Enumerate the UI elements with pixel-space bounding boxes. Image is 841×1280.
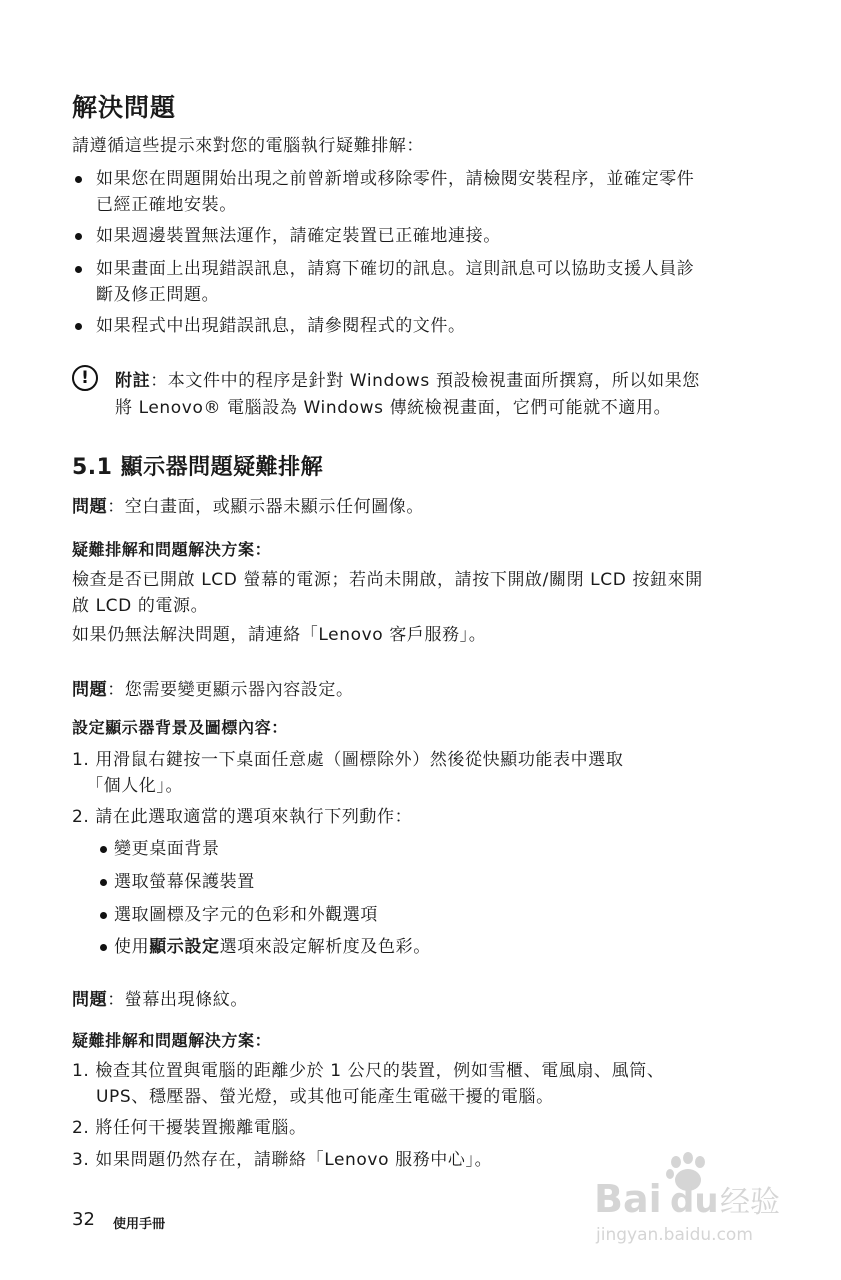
problem-2: 問題：您需要變更顯示器內容設定。 xyxy=(72,680,354,700)
note-label: 附註 xyxy=(115,371,151,391)
exclamation-circle-icon: ! xyxy=(72,365,98,391)
footer-doc-title: 使用手冊 xyxy=(113,1217,166,1232)
watermark-url: jingyan.baidu.com xyxy=(596,1225,753,1245)
watermark-brand: Bai xyxy=(594,1177,662,1221)
bullet-item: 如果程式中出現錯誤訊息，請參閱程式的文件。 xyxy=(96,316,466,336)
bullet-item: 如果您在問題開始出現之前曾新增或移除零件，請檢閱安裝程序，並確定零件 xyxy=(96,169,695,189)
page-number: 32 xyxy=(72,1209,95,1230)
bullet-marker xyxy=(75,176,82,183)
step-item: 2. 請在此選取適當的選項來執行下列動作： xyxy=(72,807,413,827)
bullet-item-continued: 已經正確地安裝。 xyxy=(96,195,237,215)
sub-bullet-item: 使用顯示設定選項來設定解析度及色彩。 xyxy=(114,937,431,957)
solution-heading: 疑難排解和問題解決方案： xyxy=(72,540,272,559)
bullet-marker xyxy=(75,233,82,240)
sub-bullet-item: 選取圖標及字元的色彩和外觀選項 xyxy=(114,905,378,925)
paragraph-line: 啟 LCD 的電源。 xyxy=(72,596,209,616)
bullet-marker xyxy=(100,912,107,919)
watermark-product: 经验 xyxy=(720,1185,780,1220)
page-title: 解決問題 xyxy=(72,93,177,122)
baidu-watermark-logo xyxy=(592,1150,802,1250)
problem-1: 問題：空白畫面，或顯示器未顯示任何圖像。 xyxy=(72,497,425,517)
step-item: 1. 檢查其位置與電腦的距離少於 1 公尺的裝置，例如雪櫃、電風扇、風筒、 xyxy=(72,1061,665,1081)
problem-3: 問題：螢幕出現條紋。 xyxy=(72,990,249,1010)
bullet-marker xyxy=(75,266,82,273)
sub-bullet-item: 變更桌面背景 xyxy=(114,839,220,859)
bullet-marker xyxy=(100,944,107,951)
watermark-brand-suffix: du xyxy=(670,1181,719,1221)
bullet-marker xyxy=(100,846,107,853)
step-item-continued: 「個人化」。 xyxy=(86,776,184,796)
paragraph-line: 檢查是否已開啟 LCD 螢幕的電源；若尚未開啟，請按下開啟/關閉 LCD 按鈕來開 xyxy=(72,570,703,590)
bullet-marker xyxy=(75,323,82,330)
paragraph-line: 如果仍無法解決問題，請連絡「Lenovo 客戶服務」。 xyxy=(72,625,487,645)
step-item: 3. 如果問題仍然存在，請聯絡「Lenovo 服務中心」。 xyxy=(72,1150,493,1170)
step-item: 2. 將任何干擾裝置搬離電腦。 xyxy=(72,1118,307,1138)
settings-heading: 設定顯示器背景及圖標內容： xyxy=(72,718,288,737)
solution-heading: 疑難排解和問題解決方案： xyxy=(72,1031,272,1050)
step-item: 1. 用滑鼠右鍵按一下桌面任意處（圖標除外）然後從快顯功能表中選取 xyxy=(72,750,624,770)
sub-bullet-item: 選取螢幕保護裝置 xyxy=(114,872,255,892)
step-item-continued: UPS、穩壓器、螢光燈，或其他可能產生電磁干擾的電腦。 xyxy=(96,1087,554,1107)
bullet-marker xyxy=(100,879,107,886)
bullet-item: 如果週邊裝置無法運作，請確定裝置已正確地連接。 xyxy=(96,226,501,246)
section-title: 5.1 顯示器問題疑難排解 xyxy=(72,455,324,480)
note-line-1: 附註：本文件中的程序是針對 Windows 預設檢視畫面所撰寫，所以如果您 xyxy=(115,371,700,391)
note-line-2: 將 Lenovo® 電腦設為 Windows 傳統檢視畫面，它們可能就不適用。 xyxy=(115,398,672,418)
bullet-item: 如果畫面上出現錯誤訊息，請寫下確切的訊息。這則訊息可以協助支援人員診 xyxy=(96,259,695,279)
intro-text: 請遵循這些提示來對您的電腦執行疑難排解： xyxy=(72,136,424,156)
bullet-item-continued: 斷及修正問題。 xyxy=(96,285,220,305)
